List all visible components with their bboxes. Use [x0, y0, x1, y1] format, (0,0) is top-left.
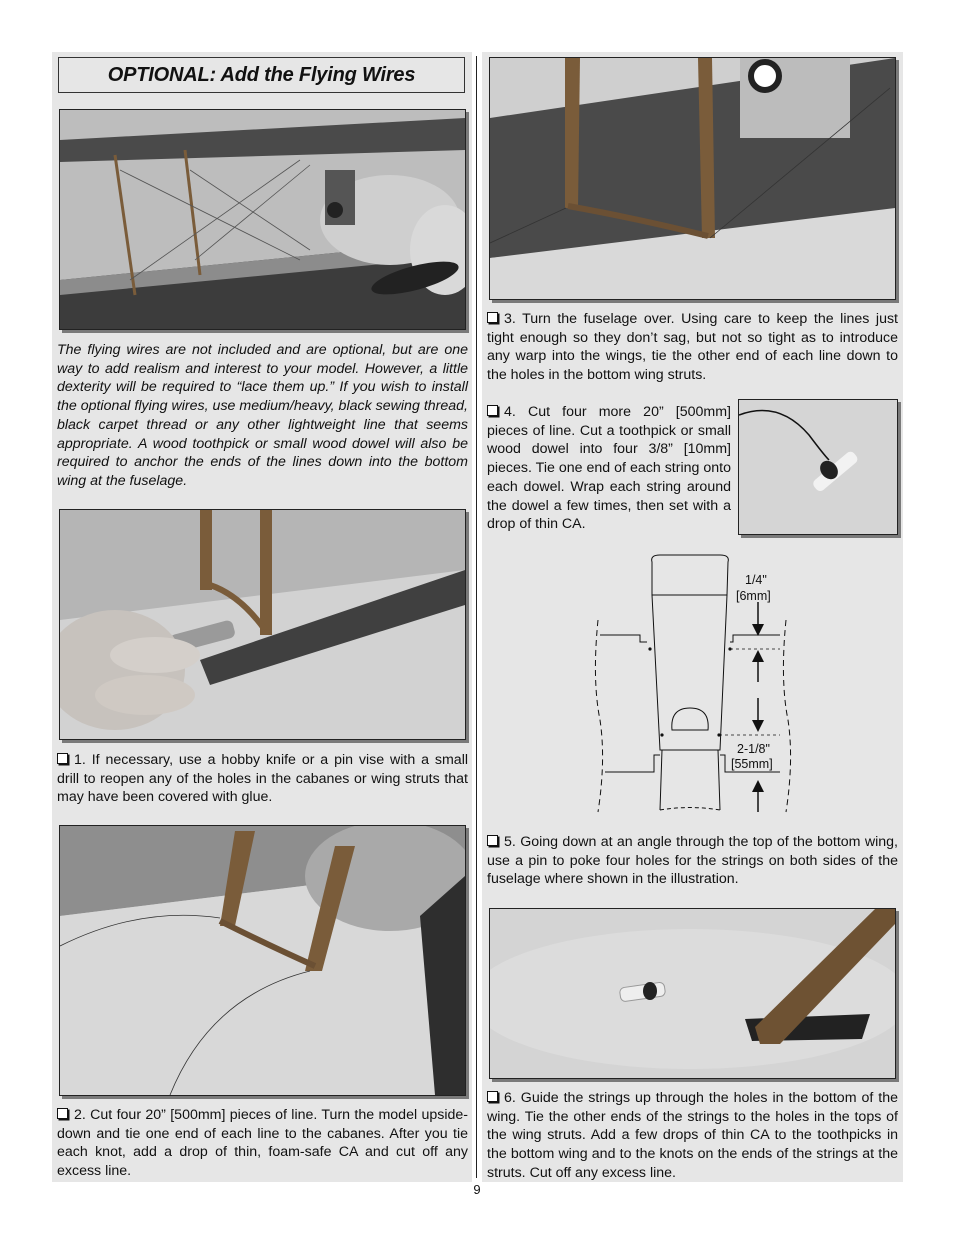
step-3 — [487, 310, 898, 385]
page-number: 9 — [473, 1182, 481, 1197]
section-title: OPTIONAL: Add the Flying Wires — [107, 63, 416, 86]
step-6 — [487, 1089, 898, 1183]
checkbox-icon[interactable] — [487, 312, 498, 323]
step-1 — [57, 751, 468, 807]
step-2 — [57, 1106, 468, 1181]
checkbox-icon[interactable] — [57, 753, 68, 764]
checkbox-icon[interactable] — [487, 405, 498, 416]
photo-lines-tied-to-cabanes — [59, 825, 466, 1096]
checkbox-icon[interactable] — [487, 835, 498, 846]
step-5-text: 5. Going down at an angle through the top of the bottom wing, use a pin to poke four holes for the strings on both sides of the fuselage where shown in the illustration. — [487, 834, 898, 888]
step-2-text: 2. Cut four 20” [500mm] pieces of line. Turn the model upside-down and tie one end of each line to the cabanes. After you tie each knot, add a drop of thin, foam-safe CA and cut off any excess line. — [57, 1107, 468, 1180]
step-6-text: 6. Guide the strings up through the holes in the bottom of the wing. Tie the other ends of the strings to the holes in the tops of the wing struts. Add a few drops of thin CA to the toothpicks in the bottom wing and to the knots on the ends of the strings at the struts. Cut off any excess line. — [487, 1090, 898, 1181]
dim-label-bottom: 2-1/8" — [737, 742, 770, 756]
checkbox-icon[interactable] — [487, 1091, 498, 1102]
column-divider — [476, 56, 477, 1178]
dim-label-bottom-metric: [55mm] — [731, 757, 773, 771]
step-5 — [487, 833, 898, 889]
photo-biplane-flying-wires — [59, 109, 466, 330]
hole-location-diagram — [590, 550, 800, 820]
dim-label-top-metric: [6mm] — [736, 589, 771, 603]
photo-lines-tied-to-wing-struts — [489, 57, 896, 300]
checkbox-icon[interactable] — [57, 1108, 68, 1119]
section-title-box — [58, 57, 465, 93]
intro-paragraph: The flying wires are not included and are optional, but are one way to add realism and interest to your model. However, a little dexterity will be required to “lace them up.” If you wish to install the optional flying wires, use medium/heavy, black sewing thread, black carpet thread or any other lightweight line that seems appropriate. A wood toothpick or small wood dowel will also be required to anchor the ends of the lines down into the bottom wing at the fuselage. — [57, 342, 468, 489]
photo-toothpick-in-wing — [489, 908, 896, 1079]
dim-label-top: 1/4" — [745, 573, 767, 587]
step-4 — [487, 403, 731, 534]
photo-pin-vise-drilling — [59, 509, 466, 740]
step-4-text: 4. Cut four more 20” [500mm] pieces of line. Cut a toothpick or small wood dowel into four 3/8” [10mm] pieces. Tie one end of each string onto each dowel. Wrap each string around the dowel a few times, then set with a drop of thin CA. — [487, 404, 731, 533]
photo-dowel-with-string — [738, 399, 898, 535]
step-3-text: 3. Turn the fuselage over. Using care to keep the lines just tight enough so they don’t sag, but not so tight as to introduce any warp into the wings, tie the other end of each line down to the holes in the bottom wing struts. — [487, 311, 898, 384]
step-1-text: 1. If necessary, use a hobby knife or a pin vise with a small drill to reopen any of the holes in the cabanes or wing struts that may have been covered with glue. — [57, 752, 468, 806]
